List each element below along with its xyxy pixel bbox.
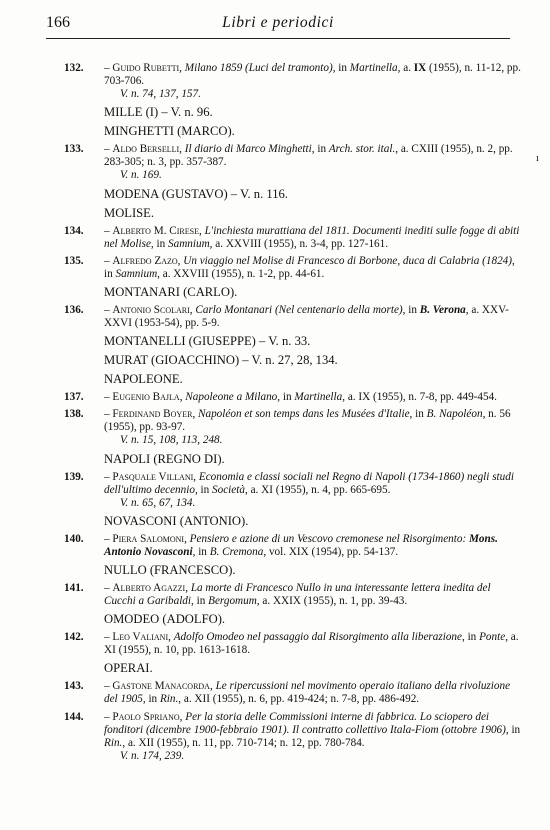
bibliography-entry xyxy=(64,582,524,608)
subject-heading: MOLISE. xyxy=(104,205,155,220)
entry-number: 133. xyxy=(64,143,84,156)
entry-number: 143. xyxy=(64,680,84,693)
bibliography-entry xyxy=(64,143,524,182)
entry-number: 139. xyxy=(64,470,84,483)
bibliography-entry xyxy=(64,711,524,763)
subject-heading: OMODEO (ADOLFO). xyxy=(104,612,226,627)
entry-text: – Piera Salomoni, Pensiero e azione di un Vescovo cremonese nel Risorgimento: Mons. Antonio Novasconi, in B. Cremona, vol. XIX (1954), pp. 54-137. xyxy=(104,532,498,558)
entry-text: – Ferdinand Boyer, Napoléon et son temps dans les Musées d'Italie, in B. Napoléon, n. 56 (1955), pp. 93-97. V. n. 15, 108, 113, 248. xyxy=(104,408,511,447)
entry-text: – Alberto M. Cirese, L'inchiesta murattiana del 1811. Documenti inediti sulle fogge di abiti nel Molise, in Samnium, a. XXVIII (1955), n. 3-4, pp. 127-161. xyxy=(104,224,520,250)
entry-number: 140. xyxy=(64,532,84,545)
subject-heading: MINGHETTI (MARCO). xyxy=(104,124,235,139)
subject-heading: MONTANELLI (GIUSEPPE) – V. n. 33. xyxy=(104,334,311,349)
entry-number: 136. xyxy=(64,303,84,316)
subject-heading: OPERAI. xyxy=(104,661,153,676)
running-header xyxy=(46,14,510,39)
entry-number: 134. xyxy=(64,224,84,237)
entry-text: – Alfredo Zazo, Un viaggio nel Molise di Francesco di Borbone, duca di Calabria (1824), in Samnium, a. XXVIII (1955), n. 1-2, pp. 44-61. xyxy=(104,254,515,280)
entry-number: 138. xyxy=(64,408,84,421)
entry-number: 132. xyxy=(64,62,84,74)
bibliography-entry xyxy=(64,62,524,101)
entry-text: – Antonio Scolari, Carlo Montanari (Nel centenario della morte), in B. Verona, a. XXV-XXVI (1953-54), pp. 5-9. xyxy=(104,303,509,330)
subject-heading: MODENA (GUSTAVO) – V. n. 116. xyxy=(104,186,288,201)
bibliography-entry xyxy=(64,408,524,447)
bibliography-entry xyxy=(64,255,524,281)
subject-heading: NULLO (FRANCESCO). xyxy=(104,562,236,577)
bibliography-entry xyxy=(64,304,524,330)
entry-text: – Pasquale Villani, Economia e classi sociali nel Regno di Napoli (1734-1860) negli studi dell'ultimo decennio, in Società, a. XI (1955), n. 4, pp. 665-695. V. n. 65, 67, 134. xyxy=(104,470,514,509)
entry-text: – Gastone Manacorda, Le ripercussioni nel movimento operaio italiano della rivoluzione del 1905, in Rin., a. XII (1955), n. 6, pp. 419-424; n. 7-8, pp. 486-492. xyxy=(104,680,511,706)
entry-text: – Leo Valiani, Adolfo Omodeo nel passaggio dal Risorgimento alla liberazione, in Ponte, a. XI (1955), n. 10, pp. 1613-1618. xyxy=(104,631,519,657)
entry-number: 144. xyxy=(64,710,84,723)
entry-text: – Guido Rubetti, Milano 1859 (Luci del tramonto), in Martinella, a. IX (1955), n. 11-12, pp. 703-706. V. n. 74, 137, 157. xyxy=(104,62,521,101)
bibliography-entry xyxy=(64,225,524,251)
running-title: Libri e periodici xyxy=(222,14,334,31)
entry-number: 137. xyxy=(64,391,84,404)
subject-heading: NAPOLI (REGNO DI). xyxy=(104,451,225,466)
entry-number: 142. xyxy=(64,631,84,644)
subject-heading: NAPOLEONE. xyxy=(104,372,183,387)
bibliography-entry xyxy=(64,680,524,706)
subject-heading: MURAT (GIOACCHINO) – V. n. 27, 28, 134. xyxy=(104,353,338,368)
entry-text: – Alberto Agazzi, La morte di Francesco Nullo in una interessante lettera inedita del Cucchi a Garibaldi, in Bergomum, a. XXIX (1955), n. 1, pp. 39-43. xyxy=(104,581,491,608)
subject-heading: MILLE (I) – V. n. 96. xyxy=(104,105,213,120)
entry-number: 135. xyxy=(64,254,84,267)
entry-number: 141. xyxy=(64,581,84,594)
bibliography-entry xyxy=(64,631,524,657)
entry-text: – Eugenio Bajla, Napoleone a Milano, in Martinella, a. IX (1955), n. 7-8, pp. 449-454. xyxy=(104,391,497,404)
entry-text: – Aldo Berselli, Il diario di Marco Minghetti, in Arch. stor. ital., a. CXIII (1955), n. 2, pp. 283-305; n. 3, pp. 357-387. V. n. 169. xyxy=(104,143,513,182)
page-number: 166 xyxy=(46,14,70,31)
margin-mark: ı xyxy=(536,153,539,164)
subject-heading: NOVASCONI (ANTONIO). xyxy=(104,513,249,528)
bibliography-list xyxy=(64,58,524,763)
bibliography-entry xyxy=(64,533,524,559)
subject-heading: MONTANARI (CARLO). xyxy=(104,284,238,299)
bibliography-entry xyxy=(64,471,524,510)
bibliography-entry xyxy=(64,391,524,404)
entry-text: – Paolo Spriano, Per la storia delle Commissioni interne di fabbrica. Lo sciopero dei fonditori (dicembre 1900-febbraio 1901). Il contratto collettivo Itala-Fiom (ottobre 1906), in Rin., a. XII (1955), n. 11, pp. 710-714; n. 12, pp. 780-784. V. n. 174, 239. xyxy=(104,710,521,762)
